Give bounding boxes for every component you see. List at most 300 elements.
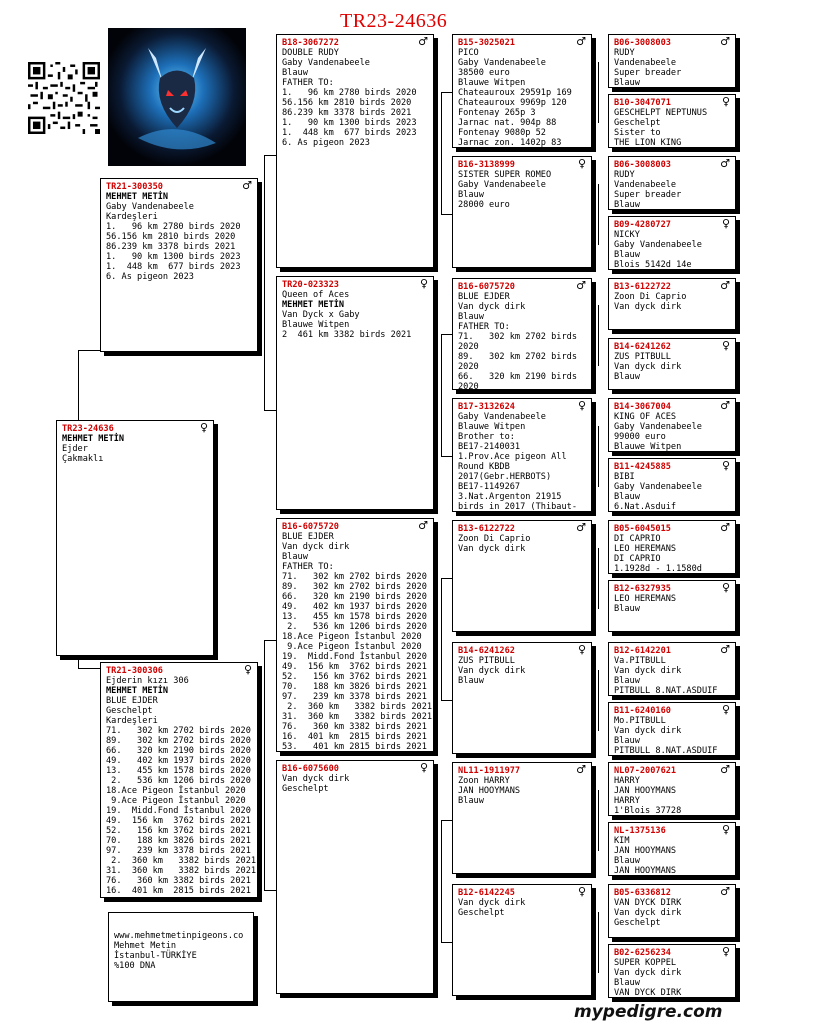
pigeon-info-line: 6. As pigeon 2023	[106, 272, 194, 282]
pigeon-info-line: 19. Midd.Fond İstanbul 2020	[106, 806, 251, 816]
pigeon-info-line: Jarnac zon. 1402p 83	[458, 138, 562, 148]
pigeon-info-line: birds in 2017 (Thibaut-	[458, 502, 577, 512]
pigeon-info-line: 2. 360 km 3382 birds 2021	[106, 856, 257, 866]
ring-number: B06-3008003	[614, 38, 671, 48]
pigeon-info-line: 86.239 km 3378 birds 2021	[282, 108, 412, 118]
pigeon-info-line: Queen of Aces	[282, 290, 350, 300]
connector	[598, 184, 599, 245]
great-granddam-card[interactable]	[608, 944, 736, 998]
female-icon: ♀	[721, 703, 730, 716]
pigeon-info-line: VAN DYCK DIRK	[614, 988, 682, 998]
female-icon: ♀	[577, 399, 586, 412]
pigeon-info-line: Blauw	[614, 78, 640, 88]
pigeon-info-line: 31. 360 km 3382 birds 2021	[106, 866, 257, 876]
connector	[598, 912, 599, 973]
pigeon-info-line: Blauw	[614, 676, 640, 686]
male-icon: ♂	[720, 35, 730, 48]
pigeon-info-line: Blauw	[614, 978, 640, 988]
great-grandsire-card[interactable]	[608, 884, 736, 938]
pigeon-info-line: 13. 455 km 1578 birds 2020	[282, 612, 427, 622]
dragon-photo	[108, 28, 246, 166]
owner-website[interactable]: www.mehmetmetinpigeons.co	[114, 931, 244, 941]
female-icon: ♀	[721, 217, 730, 230]
pigeon-info-line: 1. 96 km 2780 birds 2020	[282, 88, 417, 98]
pigeon-info-line: Vandenabeele	[614, 180, 677, 190]
pigeon-info-line: GESCHELPT NEPTUNUS	[614, 108, 708, 118]
pigeon-info-line: DI CAPRIO	[614, 534, 661, 544]
pigeon-info-line: 1. 90 km 1300 birds 2023	[282, 118, 417, 128]
pigeon-info-line: Van dyck dirk	[458, 302, 526, 312]
female-icon: ♀	[419, 761, 428, 774]
pigeon-info-line: SUPER KOPPEL	[614, 958, 677, 968]
pigeon-info-line: THE LION KING	[614, 138, 682, 148]
pigeon-info-line: 2. 536 km 1206 birds 2020	[106, 776, 251, 786]
pigeon-info-line: 28000 euro	[458, 200, 510, 210]
pigeon-info-line: 70. 188 km 3826 birds 2021	[282, 682, 427, 692]
pigeon-info-line: MEHMET METİN	[62, 434, 125, 444]
ring-number: TR21-300350	[106, 182, 163, 192]
great-granddam-card[interactable]	[608, 458, 736, 512]
pigeon-info-line: Chateauroux 9969p 120	[458, 98, 567, 108]
pigeon-info-line: Gaby Vandenabeele	[458, 412, 546, 422]
pigeon-info-line: 13. 455 km 1578 birds 2020	[106, 766, 251, 776]
pigeon-info-line: 76. 360 km 3382 birds 2021	[106, 876, 251, 886]
pigeon-info-line: LEO HEREMANS	[614, 544, 677, 554]
connector	[264, 155, 276, 156]
pigeon-info-line: 97. 239 km 3378 birds 2021	[282, 692, 427, 702]
great-grandsire-card[interactable]	[608, 520, 736, 574]
pigeon-info-line: Blauw	[282, 552, 308, 562]
ring-number: B11-4245885	[614, 462, 671, 472]
pigeon-info-line: DI CAPRIO	[614, 554, 661, 564]
pigeon-info-line: 16. 401 km 2815 birds 2021	[282, 732, 427, 742]
pigeon-info-line: JAN HOOYMANS	[614, 866, 677, 876]
pigeon-info-line: NICKY	[614, 230, 640, 240]
pigeon-info-line: Blois 5142d 14e	[614, 260, 692, 270]
female-icon: ♀	[199, 421, 208, 434]
great-granddam-card[interactable]	[608, 822, 736, 876]
pigeon-info-line: Van dyck dirk	[614, 302, 682, 312]
male-icon: ♂	[720, 885, 730, 898]
pigeon-info-line: 66. 320 km 2190 birds	[458, 372, 577, 382]
ring-number: NL-1375136	[614, 826, 666, 836]
pigeon-info-line: 3.Nat.Argenton 21915	[458, 492, 562, 502]
male-icon: ♂	[720, 521, 730, 534]
female-icon: ♀	[721, 459, 730, 472]
great-grandsire-card[interactable]	[608, 34, 736, 88]
pigeon-info-line: Van dyck dirk	[282, 542, 350, 552]
pigeon-info-line: Blauw	[458, 676, 484, 686]
female-icon: ♀	[577, 643, 586, 656]
pigeon-info-line: MEHMET METİN	[106, 192, 169, 202]
pigeon-info-line: Geschelpt	[458, 908, 505, 918]
ring-number: B12-6142245	[458, 888, 515, 898]
ring-number: B14-6241262	[458, 646, 515, 656]
pigeon-info-line: Ejderin kızı 306	[106, 676, 189, 686]
pigeon-info-line: 9.Ace Pigeon İstanbul 2020	[282, 642, 422, 652]
pigeon-info-line: RUDY	[614, 170, 635, 180]
pigeon-info-line: 9.Ace Pigeon İstanbul 2020	[106, 796, 246, 806]
pigeon-info-line: Super breader	[614, 68, 682, 78]
pigeon-info-line: Van dyck dirk	[614, 968, 682, 978]
pigeon-info-line: FATHER TO:	[458, 322, 510, 332]
ring-number: B17-3132624	[458, 402, 515, 412]
ring-number: B15-3025021	[458, 38, 515, 48]
connector	[441, 942, 452, 943]
pigeon-info-line: Van dyck dirk	[458, 898, 526, 908]
sibling-card[interactable]	[100, 662, 258, 898]
pigeon-info-line: Blauwe Witpen	[458, 78, 526, 88]
connector	[441, 334, 452, 335]
pigeon-info-line: 16. 401 km 2815 birds 2021	[106, 886, 251, 896]
pigeon-info-line: Round KBDB	[458, 462, 510, 472]
ring-number: B13-6122722	[614, 282, 671, 292]
connector	[441, 700, 452, 701]
grandsire-card[interactable]	[452, 278, 592, 390]
pigeon-info-line: 89. 302 km 2702 birds 2020	[282, 582, 427, 592]
ring-number: B12-6142201	[614, 646, 671, 656]
pigeon-info-line: Vandenabeele	[614, 58, 677, 68]
ring-number: B09-4280727	[614, 220, 671, 230]
great-granddam-card[interactable]	[608, 580, 736, 632]
pigeon-info-line: PICO	[458, 48, 479, 58]
pigeon-info-line: BE17-1149267	[458, 482, 521, 492]
pigeon-info-line: Zoon Di Caprio	[614, 292, 687, 302]
pigeon-info-line: 49. 156 km 3762 birds 2021	[106, 816, 251, 826]
pigeon-info-line: 18.Ace Pigeon İstanbul 2020	[106, 786, 246, 796]
pigeon-info-line: Blauwe Witpen	[282, 320, 350, 330]
dna-note: %100 DNA	[114, 961, 156, 971]
pigeon-info-line: Blauw	[458, 190, 484, 200]
grandsire-card[interactable]	[452, 762, 592, 874]
pigeon-info-line: MEHMET METİN	[106, 686, 169, 696]
great-grandsire-card[interactable]	[608, 398, 736, 452]
ring-number: B14-6241262	[614, 342, 671, 352]
pigeon-info-line: Gaby Vandenabeele	[614, 422, 702, 432]
pigeon-info-line: FATHER TO:	[282, 78, 334, 88]
pigeon-info-line: 89. 302 km 2702 birds	[458, 352, 577, 362]
pigeon-info-line: 49. 156 km 3762 birds 2021	[282, 662, 427, 672]
connector	[441, 334, 442, 456]
pigeon-info-line: Blauw	[614, 856, 640, 866]
granddam-card[interactable]	[452, 398, 592, 512]
subject-pigeon-card[interactable]	[56, 420, 214, 656]
pigeon-info-line: JAN HOOYMANS	[458, 786, 521, 796]
pigeon-info-line: Blauw	[614, 200, 640, 210]
pigeon-info-line: Van dyck dirk	[614, 666, 682, 676]
male-icon: ♂	[720, 763, 730, 776]
pigeon-info-line: Gaby Vandenabeele	[458, 58, 546, 68]
connector	[598, 305, 599, 366]
pigeon-info-line: 2020	[458, 382, 479, 390]
pigeon-info-line: Gaby Vandenabeele	[106, 202, 194, 212]
pigeon-info-line: Kardeşleri	[106, 212, 158, 222]
pigeon-info-line: Van dyck dirk	[614, 362, 682, 372]
pigeon-info-line: 1'Blois 37728	[614, 806, 682, 816]
pigeon-info-line: 1. 448 km 677 birds 2023	[282, 128, 417, 138]
pigeon-info-line: Ejder	[62, 444, 88, 454]
pigeon-info-line: Fontenay 9080p 52	[458, 128, 546, 138]
ring-number: B16-6075720	[282, 522, 339, 532]
pigeon-info-line: 99000 euro	[614, 432, 666, 442]
ring-number: TR23-24636	[62, 424, 114, 434]
female-icon: ♀	[721, 823, 730, 836]
connector	[441, 456, 452, 457]
male-icon: ♂	[576, 35, 586, 48]
pigeon-info-line: 71. 302 km 2702 birds 2020	[106, 726, 251, 736]
ring-number: NL07-2007621	[614, 766, 677, 776]
pigeon-info-line: Blauw	[458, 796, 484, 806]
pigeon-info-line: 56.156 km 2810 birds 2020	[106, 232, 236, 242]
qr-code[interactable]	[28, 62, 100, 134]
pigeon-info-line: JAN HOOYMANS	[614, 846, 677, 856]
pigeon-info-line: SISTER SUPER ROMEO	[458, 170, 552, 180]
great-granddam-card[interactable]	[608, 702, 736, 756]
connector	[264, 890, 276, 891]
male-icon: ♂	[418, 519, 428, 532]
ring-number: B16-3138999	[458, 160, 515, 170]
pigeon-info-line: Zoon HARRY	[458, 776, 510, 786]
pigeon-info-line: Geschelpt	[282, 784, 329, 794]
pigeon-info-line: MEHMET METİN	[282, 300, 345, 310]
pigeon-info-line: KIM	[614, 836, 630, 846]
pigeon-info-line: 2 461 km 3382 birds 2021	[282, 330, 412, 340]
pigeon-info-line: 2. 360 km 3382 birds 2021	[282, 702, 433, 712]
ring-number: B06-3008003	[614, 160, 671, 170]
pigeon-info-line: Gaby Vandenabeele	[458, 180, 546, 190]
connector	[264, 640, 276, 641]
pigeon-info-line: Geschelpt	[106, 706, 153, 716]
male-icon: ♂	[720, 279, 730, 292]
great-grandsire-card[interactable]	[608, 642, 736, 696]
pigeon-info-line: 70. 188 km 3826 birds 2021	[106, 836, 251, 846]
pigeon-info-line: Blauw	[614, 736, 640, 746]
ring-number: B05-6336812	[614, 888, 671, 898]
ring-number: TR20-023323	[282, 280, 339, 290]
connector	[598, 790, 599, 851]
connector	[441, 820, 442, 942]
connector	[598, 62, 599, 123]
ring-number: B05-6045015	[614, 524, 671, 534]
pigeon-info-line: 2020	[458, 342, 479, 352]
pigeon-info-line: 76. 360 km 3382 birds 2021	[282, 722, 427, 732]
pigeon-info-line: Van dyck dirk	[282, 774, 350, 784]
pigeon-info-line: BE17-2140031	[458, 442, 521, 452]
pigeon-info-line: Zoon Di Caprio	[458, 534, 531, 544]
pigeon-info-line: Gaby Vandenabeele	[614, 482, 702, 492]
pigeon-info-line: 2017(Gebr.HERBOTS)	[458, 472, 552, 482]
pigeon-info-line: Geschelpt	[614, 118, 661, 128]
connector	[441, 578, 452, 579]
connector	[441, 214, 452, 215]
pigeon-info-line: 66. 320 km 2190 birds 2020	[282, 592, 427, 602]
pigeon-info-line: Kardeşleri	[106, 716, 158, 726]
pigeon-info-line: Blauwe Witpen	[458, 422, 526, 432]
pigeon-info-line: FATHER TO:	[282, 562, 334, 572]
connector	[441, 820, 452, 821]
pigeon-info-line: Blauwe Witpen	[614, 442, 682, 452]
pigeon-info-line: 1. 96 km 2780 birds 2020	[106, 222, 241, 232]
ring-number: B11-6240160	[614, 706, 671, 716]
ring-number: B18-3067272	[282, 38, 339, 48]
owner-location: İstanbul-TÜRKİYE	[114, 951, 197, 961]
pigeon-info-line: Brother to:	[458, 432, 515, 442]
sire-card[interactable]	[276, 34, 434, 268]
pigeon-info-line: 52. 156 km 3762 birds 2021	[282, 672, 427, 682]
connector	[78, 350, 100, 351]
great-granddam-card[interactable]	[608, 338, 736, 390]
female-icon: ♀	[721, 339, 730, 352]
great-grandsire-card[interactable]	[608, 278, 736, 330]
female-icon: ♀	[721, 945, 730, 958]
dam-card[interactable]	[276, 276, 434, 510]
ring-number: B02-6256234	[614, 948, 671, 958]
pigeon-info-line: 71. 302 km 2702 birds	[458, 332, 577, 342]
pigeon-info-line: RUDY	[614, 48, 635, 58]
connector	[598, 548, 599, 609]
granddam-card[interactable]	[452, 156, 592, 268]
grandsire-card[interactable]	[452, 520, 592, 632]
pigeon-info-line: 18.Ace Pigeon İstanbul 2020	[282, 632, 422, 642]
ring-number: B16-6075720	[458, 282, 515, 292]
granddam-card[interactable]	[452, 642, 592, 754]
female-icon: ♀	[577, 885, 586, 898]
pigeon-info-line: Jarnac nat. 904p 88	[458, 118, 557, 128]
pigeon-info-line: Chateauroux 29591p 169	[458, 88, 572, 98]
pigeon-info-line: Van dyck dirk	[614, 908, 682, 918]
pigeon-info-line: 53. 401 km 2815 birds 2021	[282, 742, 427, 752]
great-granddam-card[interactable]	[608, 94, 736, 148]
pigeon-info-line: PITBULL 8.NAT.ASDUIF	[614, 746, 718, 756]
pigeon-info-line: Va.PITBULL	[614, 656, 666, 666]
male-icon: ♂	[720, 157, 730, 170]
pigeon-info-line: ZUS PITBULL	[458, 656, 515, 666]
pigeon-info-line: Mo.PITBULL	[614, 716, 666, 726]
pigeon-info-line: 2. 536 km 1206 birds 2020	[282, 622, 427, 632]
pigeon-info-line: 86.239 km 3378 birds 2021	[106, 242, 236, 252]
pigeon-info-line: 71. 302 km 2702 birds 2020	[282, 572, 427, 582]
ring-number: B16-6075600	[282, 764, 339, 774]
female-icon: ♀	[419, 277, 428, 290]
connector	[264, 155, 265, 410]
pigeon-info-line: Çakmaklı	[62, 454, 104, 464]
pigeon-info-line: BLUE EJDER	[458, 292, 510, 302]
pigeon-info-line: 2020	[458, 362, 479, 372]
granddam-card[interactable]	[452, 884, 592, 996]
pigeon-info-line: Blauw	[614, 250, 640, 260]
footer-brand-link[interactable]: mypedigre.com	[574, 1002, 723, 1022]
sibling-sire-card[interactable]	[276, 518, 434, 752]
connector	[441, 92, 452, 93]
pigeon-info-line: Gaby Vandenabeele	[614, 240, 702, 250]
ring-number: TR21-300306	[106, 666, 163, 676]
pigeon-info-line: HARRY	[614, 796, 640, 806]
male-icon: ♂	[576, 279, 586, 292]
ring-number: B14-3067004	[614, 402, 671, 412]
connector	[264, 640, 265, 890]
ring-number: B13-6122722	[458, 524, 515, 534]
pigeon-info-line: 1.1928d - 1.1580d	[614, 564, 702, 574]
pigeon-info-line: 31. 360 km 3382 birds 2021	[282, 712, 433, 722]
pigeon-info-line: PITBULL 8.NAT.ASDUIF	[614, 686, 718, 696]
pigeon-info-line: BLUE EJDER	[282, 532, 334, 542]
pigeon-info-line: KING OF ACES	[614, 412, 677, 422]
pigeon-info-line: 97. 239 km 3378 birds 2021	[106, 846, 251, 856]
ring-number: B12-6327935	[614, 584, 671, 594]
pigeon-info-line: BIBI	[614, 472, 635, 482]
female-icon: ♀	[577, 157, 586, 170]
pigeon-info-line: VAN DYCK DIRK	[614, 898, 682, 908]
male-icon: ♂	[720, 399, 730, 412]
pigeon-info-line: Super breader	[614, 190, 682, 200]
connector	[441, 92, 442, 214]
pigeon-info-line: 49. 402 km 1937 birds 2020	[282, 602, 427, 612]
pigeon-info-line: Van dyck dirk	[614, 726, 682, 736]
pigeon-info-line: 6. As pigeon 2023	[282, 138, 370, 148]
pigeon-info-line: Geschelpt	[614, 918, 661, 928]
ring-number: NL11-1911977	[458, 766, 521, 776]
sibling-dam-card[interactable]	[276, 760, 434, 994]
female-icon: ♀	[243, 663, 252, 676]
male-icon: ♂	[242, 179, 252, 192]
pigeon-info-line: Sister to	[614, 128, 661, 138]
pigeon-info-line: Van Dyck x Gaby	[282, 310, 360, 320]
pigeon-info-line: 6.Nat.Asduif	[614, 502, 677, 512]
pigeon-info-line: 1. 448 km 677 birds 2023	[106, 262, 241, 272]
pigeon-info-line: 56.156 km 2810 birds 2020	[282, 98, 412, 108]
pedigree-title: TR23-24636	[340, 10, 448, 32]
female-icon: ♀	[721, 95, 730, 108]
pigeon-info-line: 1.Prov.Ace pigeon All	[458, 452, 567, 462]
ring-number: B10-3047071	[614, 98, 671, 108]
male-icon: ♂	[720, 643, 730, 656]
pigeon-info-line: ZUS PITBULL	[614, 352, 671, 362]
grandsire-card[interactable]	[452, 34, 592, 148]
pigeon-info-line: JAN HOOYMANS	[614, 786, 677, 796]
owner-info-box	[108, 912, 254, 1002]
pigeon-info-line: LEO HEREMANS	[614, 594, 677, 604]
pigeon-info-line: Blauw	[458, 312, 484, 322]
pigeon-info-line: Blauw	[614, 492, 640, 502]
male-icon: ♂	[576, 521, 586, 534]
connector	[441, 578, 442, 700]
connector	[598, 426, 599, 487]
pigeon-info-line: Van dyck dirk	[458, 666, 526, 676]
pigeon-info-line: HARRY	[614, 776, 640, 786]
pigeon-info-line: Blauw	[614, 604, 640, 614]
pigeon-info-line: Blauw	[282, 68, 308, 78]
great-grandsire-card[interactable]	[608, 156, 736, 210]
pigeon-info-line: BLUE EJDER	[106, 696, 158, 706]
pigeon-info-line: DOUBLE RUDY	[282, 48, 339, 58]
male-icon: ♂	[418, 35, 428, 48]
pigeon-info-line: Fontenay 265p 3	[458, 108, 536, 118]
connector	[264, 410, 276, 411]
connector	[598, 670, 599, 731]
owner-name: Mehmet Metin	[114, 941, 177, 951]
pigeon-info-line: 66. 320 km 2190 birds 2020	[106, 746, 251, 756]
pigeon-info-line: 49. 402 km 1937 birds 2020	[106, 756, 251, 766]
great-granddam-card[interactable]	[608, 216, 736, 270]
male-icon: ♂	[576, 763, 586, 776]
pigeon-info-line: Van dyck dirk	[458, 544, 526, 554]
pigeon-info-line: Gaby Vandenabeele	[282, 58, 370, 68]
pigeon-info-line: 52. 156 km 3762 birds 2021	[106, 826, 251, 836]
sibling-card[interactable]	[100, 178, 258, 352]
female-icon: ♀	[721, 581, 730, 594]
great-grandsire-card[interactable]	[608, 762, 736, 816]
pigeon-info-line: 89. 302 km 2702 birds 2020	[106, 736, 251, 746]
